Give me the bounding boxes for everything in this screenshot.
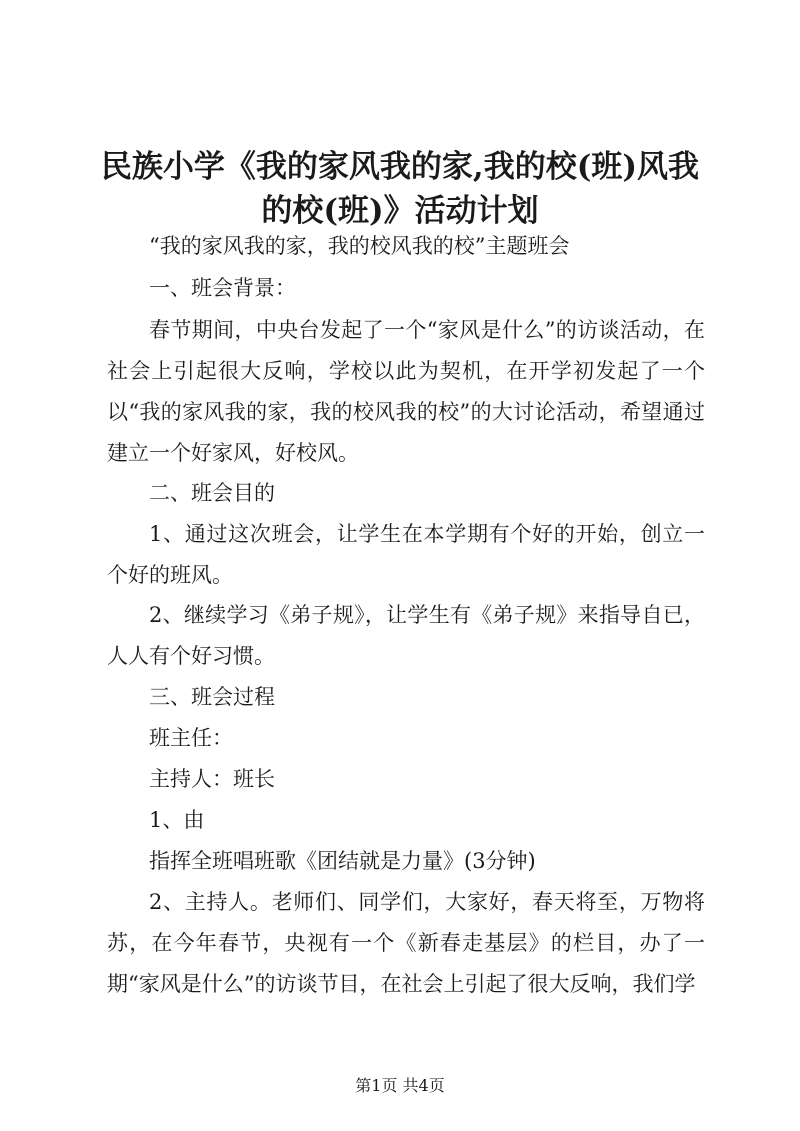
- head-teacher-line: 班主任：: [149, 726, 233, 750]
- step-1: 1、由: [149, 808, 205, 832]
- title-line-2: 的校(班)》活动计划: [261, 193, 539, 229]
- goal-item-1: 1、通过这次班会，让学生在本学期有个好的开始，创立一个好的班风。: [107, 522, 705, 587]
- host-line: 主持人：班长: [149, 767, 275, 791]
- step-1-detail: 指挥全班唱班歌《团结就是力量》(3分钟): [149, 849, 536, 873]
- title-line-1: 民族小学《我的家风我的家,我的校(班)风我: [100, 149, 700, 185]
- document-title: [100, 145, 700, 233]
- page-footer: 第1页 共4页: [355, 1076, 445, 1095]
- goal-item-2: 2、继续学习《弟子规》，让学生有《弟子规》来指导自已，人人有个好习惯。: [107, 603, 705, 668]
- background-paragraph: 春节期间，中央台发起了一个“家风是什么”的访谈活动，在社会上引起很大反响，学校以此为契机，在开学初发起了一个以“我的家风我的家，我的校风我的校”的大讨论活动，希望通过建立一个好家风，好校风。: [107, 318, 705, 465]
- section-heading-background: 一、班会背景：: [149, 276, 296, 300]
- subtitle: “我的家风我的家，我的校风我的校”主题班会: [149, 234, 570, 258]
- step-2-paragraph: 2、主持人。老师们、同学们，大家好，春天将至，万物将苏，在今年春节，央视有一个《新春走基层》的栏目，办了一期“家风是什么”的访谈节目，在社会上引起了很大反响，我们学: [107, 890, 705, 996]
- section-heading-goals: 二、班会目的: [149, 481, 275, 505]
- section-heading-process: 三、班会过程: [149, 685, 275, 709]
